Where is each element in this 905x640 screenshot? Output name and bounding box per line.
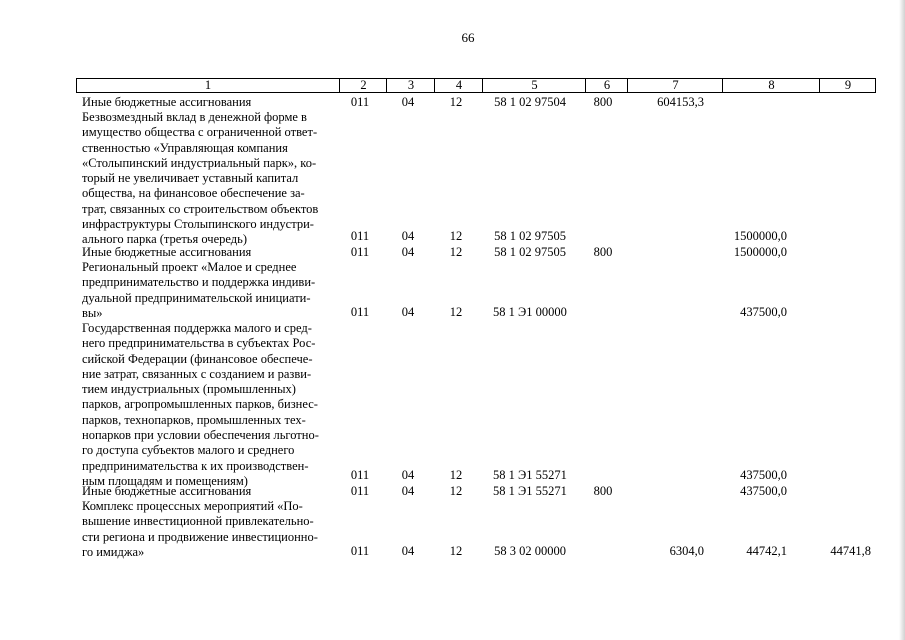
desc-line: вышение инвестиционной привлекательно-: [82, 514, 314, 529]
cell-subsection: 12: [449, 468, 463, 482]
desc-line: Иные бюджетные ассигнования: [82, 245, 252, 259]
table-row: [0, 229, 905, 244]
cell-target-article: 58 1 02 97504: [494, 95, 566, 109]
table-row: [0, 468, 905, 483]
desc-line: имущество общества с ограниченной ответ-: [82, 125, 318, 140]
cell-section: 04: [401, 245, 415, 259]
cell-amount-8: 1500000,0: [733, 245, 787, 259]
header-col-5: 5: [482, 79, 586, 92]
desc-line: торый не увеличивает уставный капитал: [82, 171, 299, 186]
cell-subsection: 12: [449, 305, 463, 319]
cell-subsection: 12: [449, 229, 463, 243]
desc-line: го имиджа»: [82, 544, 145, 559]
desc-line: ным площадям и помещениям): [82, 473, 248, 488]
header-col-2: 2: [339, 79, 387, 92]
desc-line: ние затрат, связанных с созданием и разви-: [82, 366, 312, 381]
cell-target-article: 58 1 Э1 55271: [493, 484, 567, 498]
desc-line: го доступа субъектов малого и среднего: [82, 443, 295, 458]
cell-target-article: 58 1 02 97505: [494, 245, 566, 259]
cell-amount-8: 437500,0: [740, 305, 787, 319]
cell-section: 04: [401, 544, 415, 558]
cell-section: 04: [401, 468, 415, 482]
cell-amount-7: 604153,3: [657, 95, 704, 109]
desc-line: ального парка (третья очередь): [82, 232, 248, 247]
cell-ministry: 011: [350, 245, 370, 259]
desc-line: инфраструктуры Столыпинского индустри-: [82, 217, 314, 232]
desc-line: Иные бюджетные ассигнования: [82, 484, 252, 498]
desc-line: тием индустриальных (промышленных): [82, 382, 296, 397]
cell-ministry: 011: [350, 95, 370, 109]
table-header: [76, 78, 876, 93]
desc-line: Государственная поддержка малого и сред-: [82, 321, 312, 335]
desc-line: вы»: [82, 305, 103, 320]
cell-target-article: 58 1 Э1 55271: [493, 468, 567, 482]
cell-section: 04: [401, 229, 415, 243]
table-row: [0, 484, 905, 499]
header-col-1: 1: [204, 78, 212, 92]
desc-line: сийской Федерации (финансовое обеспече-: [82, 351, 313, 366]
desc-line: него предпринимательства в субъектах Рос-: [82, 336, 316, 351]
desc-line: парков, агропромышленных парков, бизнес-: [82, 397, 318, 412]
desc-line: трат, связанных со строительством объектов: [82, 201, 319, 216]
desc-line: общества, на финансовое обеспечение за-: [82, 186, 305, 201]
desc-line: сти региона и продвижение инвестиционно-: [82, 529, 318, 544]
desc-line: Безвозмездный вклад в денежной форме в: [82, 110, 307, 124]
cell-subsection: 12: [449, 245, 463, 259]
cell-ministry: 011: [350, 468, 370, 482]
header-col-7: 7: [627, 79, 723, 92]
cell-target-article: 58 1 Э1 00000: [493, 305, 567, 319]
desc-line: парков, технопарков, промышленных тех-: [82, 412, 306, 427]
cell-expense-type: 800: [593, 245, 613, 259]
cell-target-article: 58 3 02 00000: [494, 544, 566, 558]
row-2-description: [82, 110, 335, 248]
table-row: [0, 544, 905, 559]
desc-line: ственностью «Управляющая компания: [82, 140, 288, 155]
cell-ministry: 011: [350, 484, 370, 498]
table-row: [0, 95, 905, 110]
cell-target-article: 58 1 02 97505: [494, 229, 566, 243]
page-edge-shadow: [899, 0, 905, 640]
desc-line: дуальной предпринимательской инициати-: [82, 290, 311, 305]
cell-amount-8: 1500000,0: [733, 229, 787, 243]
header-col-8: 8: [722, 79, 820, 92]
page-number: 66: [461, 30, 475, 45]
header-col-3: 3: [386, 79, 435, 92]
header-col-4: 4: [434, 79, 483, 92]
cell-amount-7: 6304,0: [669, 544, 704, 558]
table-row: [0, 305, 905, 320]
cell-amount-9: 44741,8: [830, 544, 871, 558]
cell-section: 04: [401, 305, 415, 319]
header-col-6: 6: [585, 79, 628, 92]
desc-line: Региональный проект «Малое и среднее: [82, 260, 297, 274]
cell-ministry: 011: [350, 305, 370, 319]
header-col-9: 9: [819, 79, 876, 92]
cell-expense-type: 800: [593, 95, 613, 109]
cell-expense-type: 800: [593, 484, 613, 498]
row-5-description: [82, 321, 335, 489]
cell-subsection: 12: [449, 544, 463, 558]
desc-line: «Столыпинский индустриальный парк», ко-: [82, 155, 317, 170]
cell-amount-8: 44742,1: [746, 544, 787, 558]
cell-amount-8: 437500,0: [740, 484, 787, 498]
cell-subsection: 12: [449, 95, 463, 109]
cell-ministry: 011: [350, 229, 370, 243]
cell-section: 04: [401, 95, 415, 109]
desc-line: Иные бюджетные ассигнования: [82, 95, 252, 109]
cell-amount-8: 437500,0: [740, 468, 787, 482]
cell-ministry: 011: [350, 544, 370, 558]
desc-line: Комплекс процессных мероприятий «По-: [82, 499, 303, 513]
desc-line: предпринимательство и поддержка индиви-: [82, 275, 316, 290]
table-row: [0, 245, 905, 260]
desc-line: нопарков при условии обеспечения льготно-: [82, 428, 319, 443]
cell-section: 04: [401, 484, 415, 498]
cell-subsection: 12: [449, 484, 463, 498]
desc-line: предпринимательства к их производствен-: [82, 458, 309, 473]
